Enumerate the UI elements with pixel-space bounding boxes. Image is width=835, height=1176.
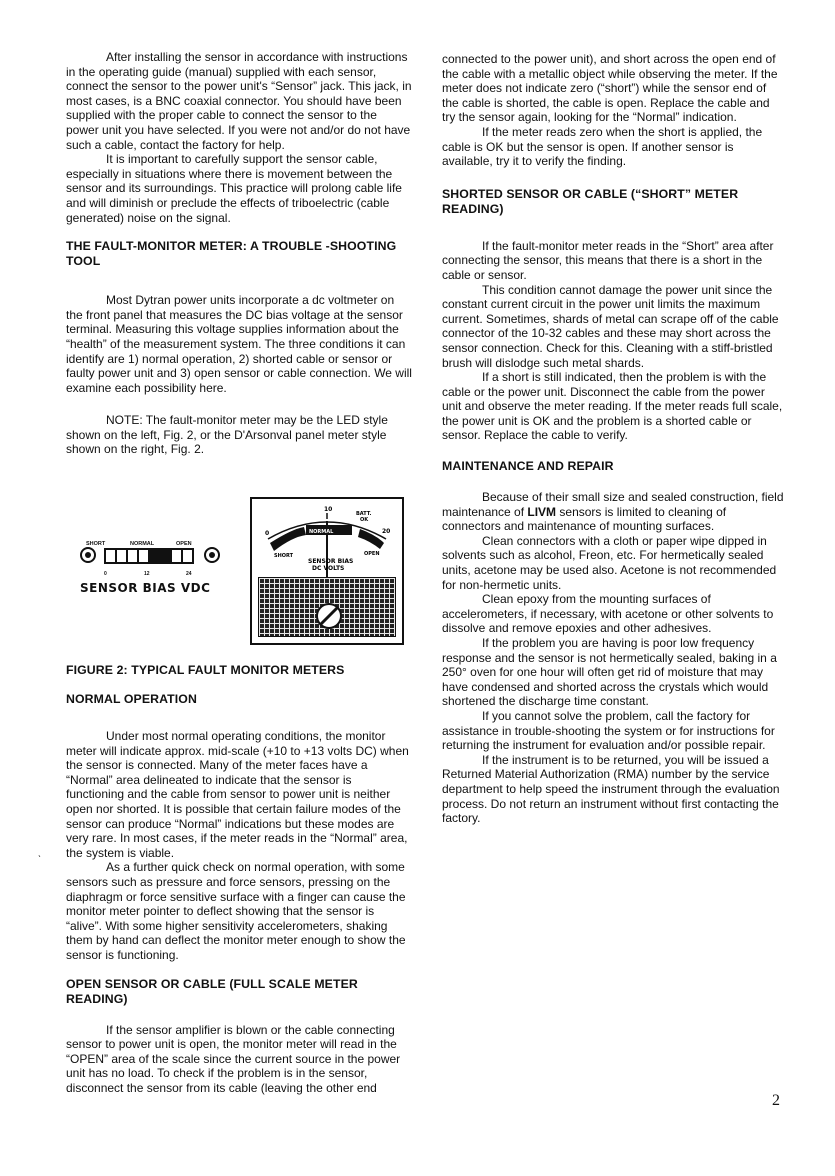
paragraph-clean-epoxy: Clean epoxy from the mounting surfaces of accelerometers, if necessary, with acetone or other solvents to dissolve and remove epoxies and other adhesives.	[442, 592, 774, 636]
led-segment	[183, 550, 192, 562]
paragraph-note-meter-style: NOTE: The fault-monitor meter may be the LED style shown on the left, Fig. 2, or the D'Arsonval panel meter style shown on the right, Fig. 2.	[66, 413, 388, 457]
panel-label-sensor-bias: SENSOR BIAS	[308, 558, 354, 566]
led-style-meter	[80, 537, 230, 607]
heading-fault-monitor-meter: THE FAULT-MONITOR METER: A TROUBLE -SHOOTING TOOL	[66, 239, 397, 269]
led-label-normal: NORMAL	[130, 541, 155, 548]
led-segment-lit	[150, 550, 161, 562]
paragraph-short-cable-test: connected to the power unit), and short across the open end of the cable with a metallic object while observing the meter. If the meter does not indicate zero (“short”) while the sensor end of the cable is shorted, the cable is open. Replace the cable and try the sensor again, looking for the “Normal” indication.	[442, 52, 778, 125]
page-number: 2	[772, 1092, 780, 1109]
panel-style-meter	[250, 497, 404, 645]
paragraph-rma: If the instrument is to be returned, you will be issued a Returned Material Authorization (RMA) number by the service department to help speed the instrument through the evaluation process. Do not return an instrument without first contacting the factory.	[442, 752, 780, 826]
heading-open-sensor: OPEN SENSOR OR CABLE (FULL SCALE METER READING)	[66, 976, 358, 1006]
paragraph-support-cable: It is important to carefully support the sensor cable, especially in situations where there is movement between the sensor and its surroundings. This practice will prolong cable life and will diminish or preclude the effects of triboelectric (cable generated) noise on the signal.	[66, 152, 402, 225]
figure-fault-monitor-meters	[66, 503, 412, 663]
panel-label-normal: NORMAL	[309, 529, 334, 536]
paragraph-short-area: If the fault-monitor meter reads in the “Short” area after connecting the sensor, this means that there is a short in the cable or sensor.	[442, 238, 774, 282]
led-segment-lit	[161, 550, 172, 562]
led-label-short: SHORT	[86, 541, 106, 548]
figure-caption: FIGURE 2: TYPICAL FAULT MONITOR METERS	[66, 663, 345, 678]
paragraph-quick-check: As a further quick check on normal operation, with some sensors such as pressure and force sensors, pressing on the diaphragm or force sensitive surface with a finger can cause the monitor meter pointer to deflect showing that the sensor is “alive”. With some higher sensitivity accelerometers, shaking them by hand can deflect the monitor meter enough to show the sensor is functioning.	[66, 860, 406, 962]
paragraph-normal-conditions: Under most normal operating conditions, the monitor meter will indicate approx. mid-scale (+10 to +13 volts DC) when the sensor is connected. Many of the meter faces have a “Normal” area delineated to indicate that the sensor is functioning and the cable from sensor to power unit is neither open nor shorted. It is possible that certain failure modes of the sensor can produce “Normal” indications but these modes are very rare. In most cases, if the meter reads in the “Normal” area, the system is viable.	[66, 729, 409, 860]
led-bar-graph	[104, 548, 194, 564]
paragraph-install-sensor: After installing the sensor in accordance with instructions in the operating guide (manual) supplied with each sensor, connect the sensor to the power unit's “Sensor” jack. This jack, in most cases, is a BNC coaxial connector. You should have been supplied with the proper cable to connect the sensor to the power unit you have selected. If you were not and/or do not have such a cable, contact the factory for help.	[66, 50, 412, 152]
text-field-maintenance-c: sensors is limited to cleaning of connectors and maintenance of mounting surfaces.	[442, 504, 727, 534]
paragraph-call-factory: If you cannot solve the problem, call the factory for assistance in trouble-shooting the system or for instructions for returning the instrument for evaluation and/or possible repair.	[442, 708, 775, 753]
text-field-maintenance-a: Because of their small size and sealed construction, field maintenance of	[442, 490, 784, 519]
panel-meter-dial	[252, 499, 402, 583]
led-segment	[128, 550, 139, 562]
paragraph-field-maintenance	[442, 490, 784, 534]
led-left-knob-icon	[80, 547, 96, 563]
led-segment	[117, 550, 128, 562]
led-caption: SENSOR BIAS VDC	[80, 581, 211, 596]
led-right-knob-icon	[204, 547, 220, 563]
heading-maintenance-repair: MAINTENANCE AND REPAIR	[442, 459, 614, 474]
led-segment	[106, 550, 117, 562]
heading-shorted-sensor: SHORTED SENSOR OR CABLE (“SHORT” METER READING)	[442, 186, 739, 216]
left-column	[66, 50, 412, 1096]
panel-tick-0: 0	[265, 530, 270, 538]
led-tick-12: 12	[144, 571, 150, 578]
panel-label-short: SHORT	[274, 553, 294, 560]
led-segment	[139, 550, 150, 562]
zero-adjust-screw-icon	[259, 578, 399, 636]
panel-label-dc-volts: DC VOLTS	[312, 565, 345, 573]
paragraph-open-sensor: If the sensor amplifier is blown or the cable connecting sensor to power unit is open, the monitor meter will read in the “OPEN” area of the scale since the current source in the power unit has no load. To check if the problem is in the sensor, disconnect the sensor from its cable (leaving the other end	[66, 1022, 401, 1095]
paragraph-low-frequency: If the problem you are having is poor low frequency response and the sensor is not hermetically sealed, baking in a 250° oven for one hour will often get rid of moisture that may have condensed and shorted across the crystals which would shortened the discharge time constant.	[442, 636, 777, 709]
panel-meter-grille	[258, 577, 396, 637]
stray-mark: ˎ	[38, 847, 42, 858]
panel-label-batt: BATT.	[356, 511, 372, 518]
panel-tick-20: 20	[382, 528, 391, 536]
led-label-open: OPEN	[176, 541, 192, 548]
panel-label-ok: OK	[360, 517, 369, 524]
paragraph-short-still-indicated: If a short is still indicated, then the problem is with the cable or the power unit. Disconnect the cable from the power unit and observe the meter reading. If the meter reads full scale, the power unit is OK and the problem is a shorted cable or sensor. Replace the cable to verify.	[442, 370, 783, 443]
paragraph-dc-voltmeter: Most Dytran power units incorporate a dc voltmeter on the front panel that measures the DC bias voltage at the sensor terminal. Measuring this voltage supplies information about the “health” of the measurement system. The three conditions it can identify are 1) normal operation, 2) shorted cable or sensor or faulty power unit and 3) open sensor or cable connection. We will examine each possibility here.	[66, 293, 412, 395]
paragraph-meter-reads-zero: If the meter reads zero when the short is applied, the cable is OK but the sensor is open. If another sensor is available, try it to verify the finding.	[442, 124, 763, 169]
paragraph-no-damage: This condition cannot damage the power unit since the constant current circuit in the power unit limits the maximum current. Sometimes, shards of metal can scrape off of the cable connector of the 10-32 cables and these may short across the sensor connection. Check for this. Cleaning with a stiff-bristled brush will dislodge such metal shards.	[442, 282, 779, 370]
led-tick-24: 24	[186, 571, 192, 578]
led-segment	[172, 550, 183, 562]
paragraph-clean-connectors: Clean connectors with a cloth or paper wipe dipped in solvents such as alcohol, Freon, etc. For hermetically sealed units, acetone may be used also. Acetone is not recommended for non-hermetic units.	[442, 533, 777, 592]
text-livm: LIVM	[527, 504, 557, 519]
right-column	[442, 52, 784, 826]
led-tick-0: 0	[104, 571, 107, 578]
panel-tick-10: 10	[324, 506, 333, 514]
heading-normal-operation: NORMAL OPERATION	[66, 692, 197, 707]
dial-short-zone	[270, 527, 306, 551]
panel-label-open: OPEN	[364, 551, 380, 558]
